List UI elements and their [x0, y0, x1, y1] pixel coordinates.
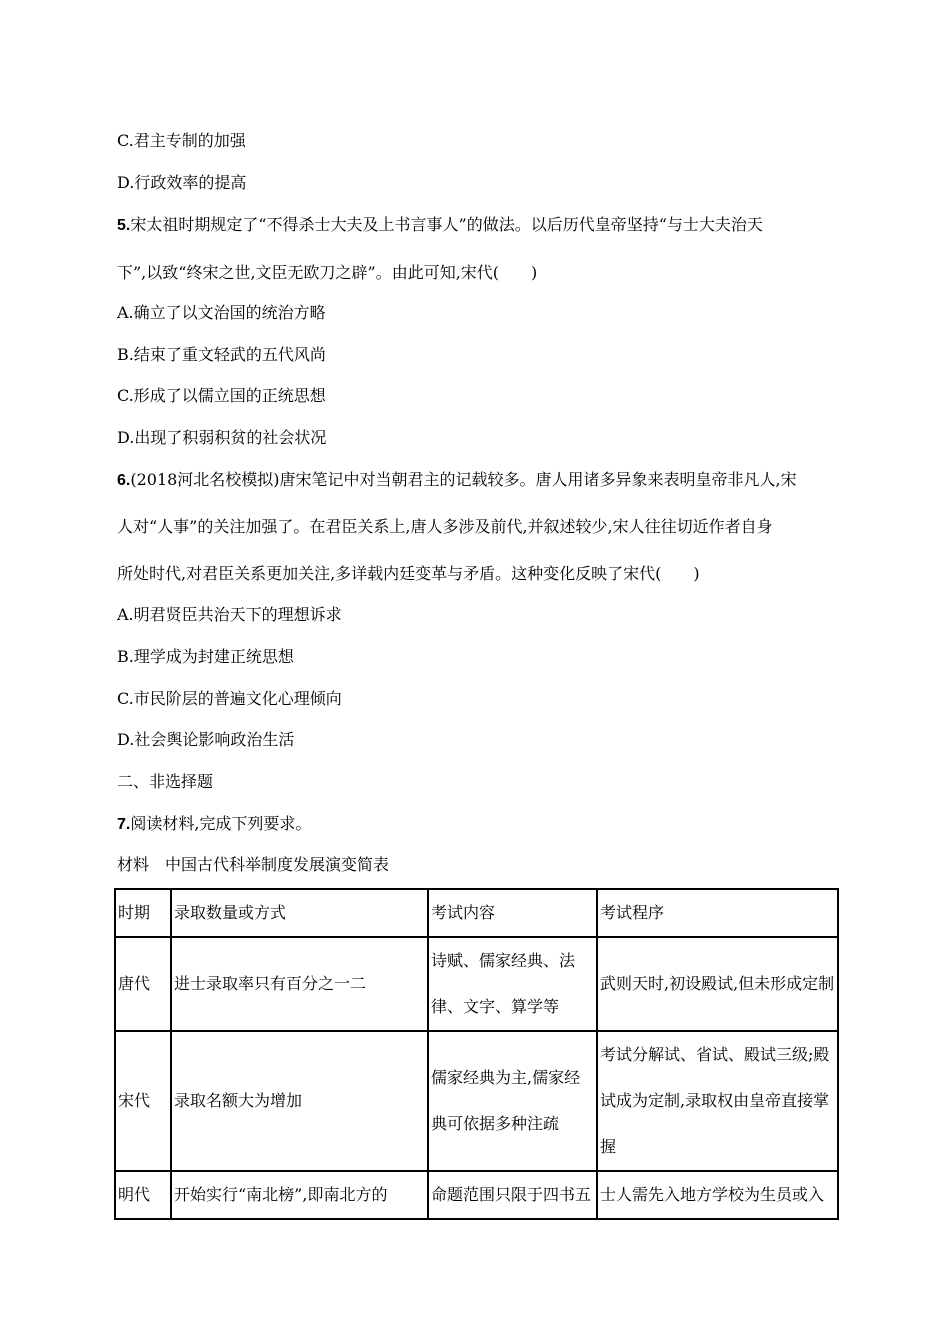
q7-stem — [117, 814, 311, 835]
q6-option-a: A.明君贤臣共治天下的理想诉求 — [117, 605, 342, 624]
q6-stem-line3: 所处时代,对君臣关系更加关注,多详载内廷变革与矛盾。这种变化反映了宋代( ) — [117, 564, 700, 583]
table-row — [115, 1031, 838, 1171]
q6-number: 6. — [117, 472, 131, 489]
q5-stem-line1 — [117, 215, 763, 236]
table-row — [115, 1171, 838, 1219]
header-content: 考试内容 — [428, 889, 597, 937]
cell-admission: 录取名额大为增加 — [171, 1031, 428, 1171]
cell-admission: 开始实行“南北榜”,即南北方的 — [171, 1171, 428, 1219]
q4-option-c: C.君主专制的加强 — [117, 131, 246, 150]
q6-stem-line2: 人对“人事”的关注加强了。在君臣关系上,唐人多涉及前代,并叙述较少,宋人往往切近作者自身 — [117, 517, 773, 536]
cell-admission: 进士录取率只有百分之一二 — [171, 937, 428, 1031]
q6-option-d: D.社会舆论影响政治生活 — [117, 730, 295, 749]
header-procedure: 考试程序 — [597, 889, 838, 937]
q6-option-c: C.市民阶层的普遍文化心理倾向 — [117, 689, 342, 708]
q7-stem-text: 阅读材料,完成下列要求。 — [130, 814, 312, 833]
cell-period: 明代 — [115, 1171, 171, 1219]
q6-stem-line1 — [117, 470, 797, 491]
cell-procedure: 考试分解试、省试、殿试三级;殿试成为定制,录取权由皇帝直接掌握 — [597, 1031, 838, 1171]
cell-period: 宋代 — [115, 1031, 171, 1171]
q6-option-b: B.理学成为封建正统思想 — [117, 647, 294, 666]
q7-number: 7. — [117, 816, 131, 833]
q6-stem-text1: (2018河北名校模拟)唐宋笔记中对当朝君主的记载较多。唐人用诸多异象来表明皇帝非凡人,宋 — [130, 470, 797, 489]
material-title: 材料 中国古代科举制度发展演变简表 — [117, 855, 390, 874]
exam-system-table — [114, 888, 839, 1220]
cell-content: 诗赋、儒家经典、法律、文字、算学等 — [428, 937, 597, 1031]
cell-procedure: 士人需先入地方学校为生员或入 — [597, 1171, 838, 1219]
header-period: 时期 — [115, 889, 171, 937]
table-header-row — [115, 889, 838, 937]
q5-option-b: B.结束了重文轻武的五代风尚 — [117, 345, 326, 364]
cell-content: 儒家经典为主,儒家经典可依据多种注疏 — [428, 1031, 597, 1171]
cell-content: 命题范围只限于四书五 — [428, 1171, 597, 1219]
q5-number: 5. — [117, 217, 131, 234]
q5-option-c: C.形成了以儒立国的正统思想 — [117, 386, 326, 405]
section-heading: 二、非选择题 — [117, 772, 214, 791]
q4-option-d: D.行政效率的提高 — [117, 173, 247, 192]
header-admission: 录取数量或方式 — [171, 889, 428, 937]
q5-stem-text1: 宋太祖时期规定了“不得杀士大夫及上书言事人”的做法。以后历代皇帝坚持“与士大夫治天 — [130, 215, 763, 234]
table-row — [115, 937, 838, 1031]
q5-stem-line2: 下”,以致“终宋之世,文臣无欧刀之辟”。由此可知,宋代( ) — [117, 263, 538, 282]
cell-period: 唐代 — [115, 937, 171, 1031]
q5-option-a: A.确立了以文治国的统治方略 — [117, 303, 326, 322]
q5-option-d: D.出现了积弱积贫的社会状况 — [117, 428, 327, 447]
cell-procedure: 武则天时,初设殿试,但未形成定制 — [597, 937, 838, 1031]
